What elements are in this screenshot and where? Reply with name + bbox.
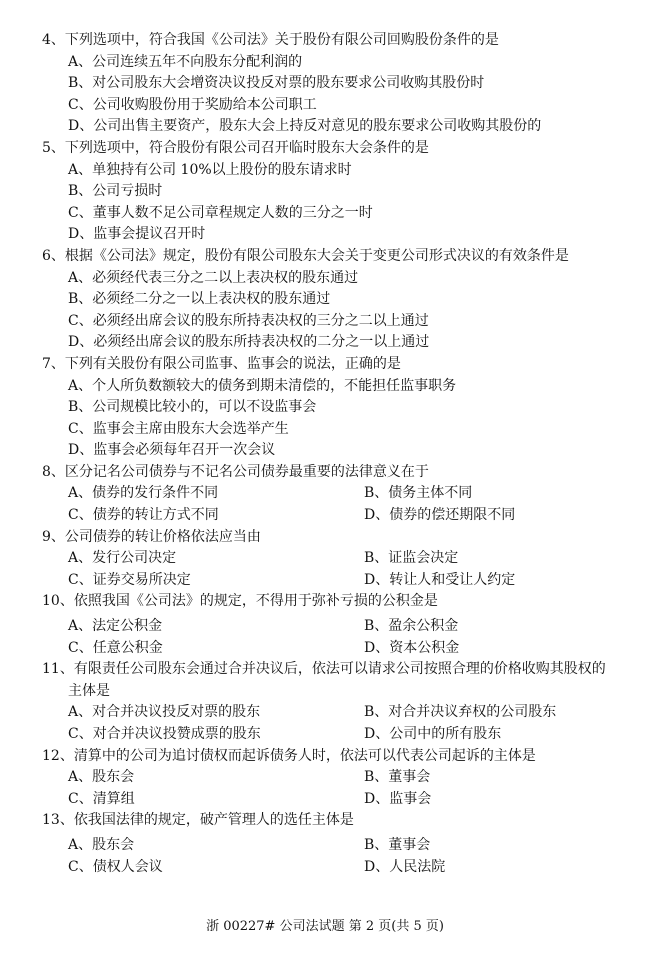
option: B、盈余公积金 bbox=[364, 618, 459, 635]
question-stem: 12、清算中的公司为追讨债权而起诉债务人时，依法可以代表公司起诉的主体是 bbox=[42, 747, 536, 764]
option: C、债券的转让方式不同 bbox=[68, 507, 219, 524]
option: B、必须经二分之一以上表决权的股东通过 bbox=[68, 291, 331, 308]
option-row bbox=[42, 789, 636, 811]
question-stem: 5、下列选项中，符合股份有限公司召开临时股东大会条件的是 bbox=[42, 139, 429, 156]
option: D、监事会 bbox=[364, 790, 432, 807]
option: C、清算组 bbox=[68, 790, 135, 807]
option: D、必须经出席会议的股东所持表决权的二分之一以上通过 bbox=[68, 334, 430, 351]
option: C、监事会主席由股东大会选举产生 bbox=[68, 420, 289, 437]
question-stem: 4、下列选项中，符合我国《公司法》关于股份有限公司回购股份条件的是 bbox=[42, 32, 499, 48]
option: C、任意公积金 bbox=[68, 639, 163, 656]
option: D、监事会提议召开时 bbox=[68, 226, 206, 243]
option: A、个人所负数额较大的债务到期未清偿的，不能担任监事职务 bbox=[68, 377, 457, 394]
question-list bbox=[42, 30, 636, 878]
option: D、债券的偿还期限不同 bbox=[364, 507, 516, 524]
option-row bbox=[42, 483, 636, 505]
option: C、对合并决议投赞成票的股东 bbox=[68, 726, 261, 742]
question-stem: 11、有限责任公司股东会通过合并决议后，依法可以请求公司按照合理的价格收购其股权的 bbox=[42, 661, 606, 678]
option: C、董事人数不足公司章程规定人数的三分之一时 bbox=[68, 204, 373, 221]
option-row bbox=[42, 724, 636, 746]
option: B、证监会决定 bbox=[364, 550, 459, 567]
question-stem: 10、依照我国《公司法》的规定，不得用于弥补亏损的公积金是 bbox=[42, 593, 438, 610]
option-row bbox=[42, 835, 636, 857]
option-row bbox=[42, 767, 636, 789]
option-row bbox=[42, 616, 636, 638]
option: C、证券交易所决定 bbox=[68, 571, 191, 588]
option: D、人民法院 bbox=[364, 858, 446, 875]
option-row bbox=[42, 638, 636, 660]
option: C、债权人会议 bbox=[68, 858, 163, 875]
option: D、监事会必须每年召开一次会议 bbox=[68, 442, 276, 459]
question-stem: 8、区分记名公司债券与不记名公司债券最重要的法律意义在于 bbox=[42, 463, 429, 480]
option: B、董事会 bbox=[364, 769, 431, 786]
option-row bbox=[42, 505, 636, 527]
option: B、公司亏损时 bbox=[68, 183, 163, 200]
option: C、公司收购股份用于奖励给本公司职工 bbox=[68, 96, 317, 113]
option: B、董事会 bbox=[364, 836, 431, 853]
option: B、公司规模比较小的，可以不设监事会 bbox=[68, 399, 317, 416]
option: B、对合并决议弃权的公司股东 bbox=[364, 704, 557, 721]
option: B、债务主体不同 bbox=[364, 485, 473, 502]
option: A、必须经代表三分之二以上表决权的股东通过 bbox=[68, 269, 359, 286]
option-row bbox=[42, 857, 636, 879]
option: D、转让人和受让人约定 bbox=[364, 571, 516, 588]
option-row bbox=[42, 570, 636, 592]
question-stem: 7、下列有关股份有限公司监事、监事会的说法，正确的是 bbox=[42, 355, 401, 372]
page-footer: 浙 00227# 公司法试题 第 2 页(共 5 页) bbox=[206, 919, 444, 934]
option: A、公司连续五年不向股东分配利润的 bbox=[68, 53, 303, 70]
option: A、股东会 bbox=[68, 836, 135, 853]
option: B、对公司股东大会增资决议投反对票的股东要求公司收购其股份时 bbox=[68, 75, 485, 92]
option: A、法定公积金 bbox=[68, 618, 163, 635]
question-stem: 9、公司债券的转让价格依法应当由 bbox=[42, 528, 261, 545]
option: A、股东会 bbox=[68, 769, 135, 786]
option: A、对合并决议投反对票的股东 bbox=[68, 704, 261, 721]
option: D、资本公积金 bbox=[364, 639, 460, 656]
question-stem: 6、根据《公司法》规定，股份有限公司股东大会关于变更公司形式决议的有效条件是 bbox=[42, 247, 569, 264]
option: A、发行公司决定 bbox=[68, 550, 177, 567]
option: A、债券的发行条件不同 bbox=[68, 485, 219, 502]
option-row bbox=[42, 702, 636, 724]
question-stem-continued: 主体是 bbox=[68, 682, 110, 699]
option-row bbox=[42, 548, 636, 570]
question-stem: 13、依我国法律的规定，破产管理人的选任主体是 bbox=[42, 812, 354, 829]
option: D、公司中的所有股东 bbox=[364, 726, 502, 742]
option: D、公司出售主要资产，股东大会上持反对意见的股东要求公司收购其股份的 bbox=[68, 118, 542, 135]
option: C、必须经出席会议的股东所持表决权的三分之二以上通过 bbox=[68, 312, 429, 329]
option: A、单独持有公司 10%以上股份的股东请求时 bbox=[68, 161, 352, 178]
